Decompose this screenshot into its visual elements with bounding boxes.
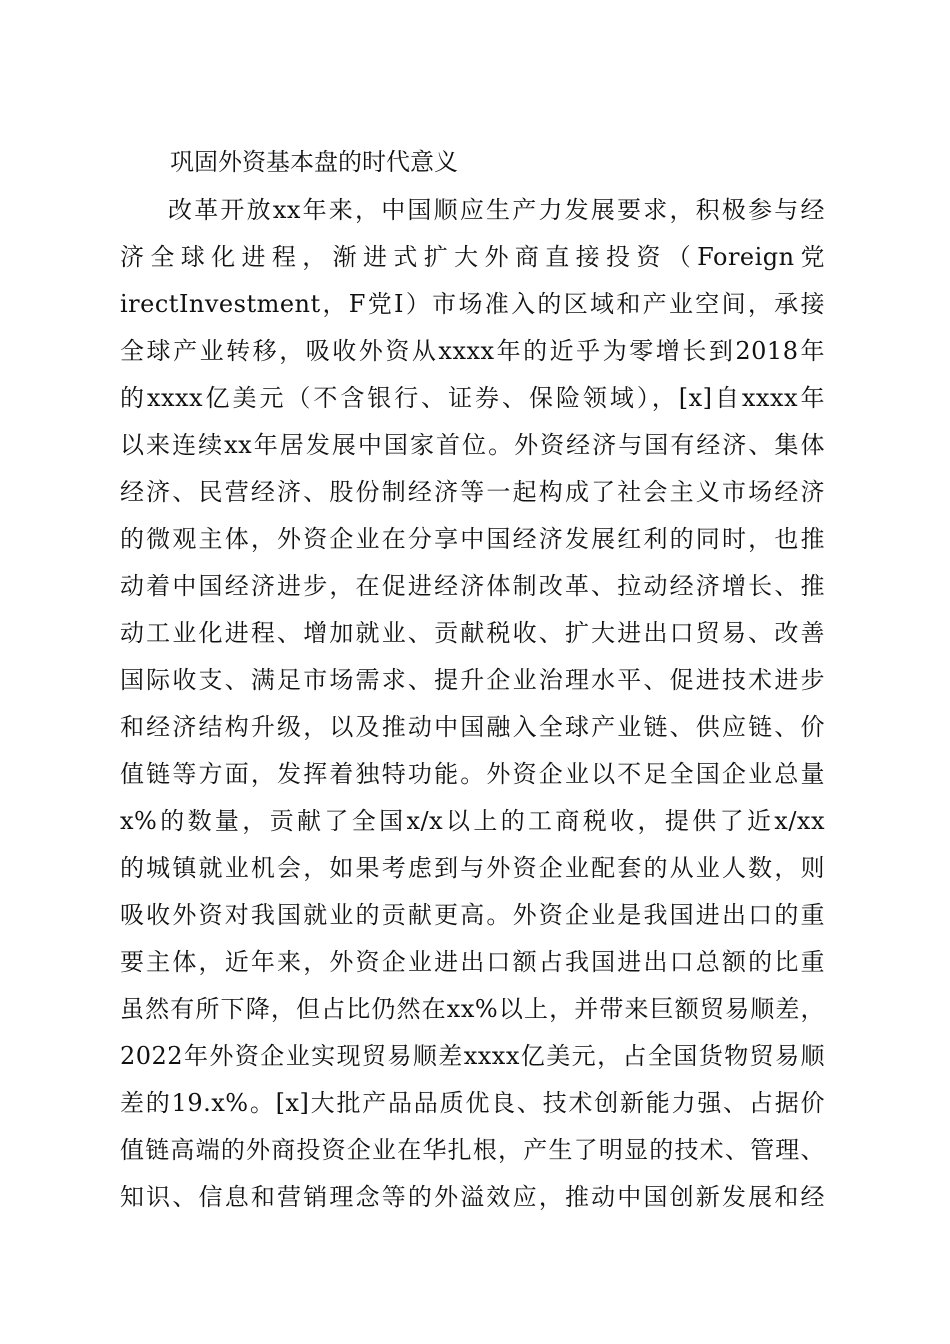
body-line: 的xxxx亿美元（不含银行、证券、保险领域），[x]自xxxx年 — [120, 384, 825, 412]
body-line: 2022年外资企业实现贸易顺差xxxx亿美元，占全国货物贸易顺 — [120, 1042, 825, 1070]
document-title: 巩固外资基本盘的时代意义 — [170, 148, 458, 176]
body-line: irectInvestment，F党I）市场准入的区域和产业空间，承接 — [120, 290, 825, 318]
body-line: 全球产业转移，吸收外资从xxxx年的近乎为零增长到2018年 — [120, 337, 825, 365]
body-line: 济全球化进程，渐进式扩大外商直接投资（Foreign党 — [120, 243, 825, 271]
body-line: 差的19.x%。[x]大批产品品质优良、技术创新能力强、占据价 — [120, 1089, 825, 1117]
body-line: 国际收支、满足市场需求、提升企业治理水平、促进技术进步 — [120, 666, 825, 694]
body-line: 值链等方面，发挥着独特功能。外资企业以不足全国企业总量 — [120, 760, 825, 788]
body-line: 动工业化进程、增加就业、贡献税收、扩大进出口贸易、改善 — [120, 619, 825, 647]
body-line: 经济、民营经济、股份制经济等一起构成了社会主义市场经济 — [120, 478, 825, 506]
body-line: 动着中国经济进步，在促进经济体制改革、拉动经济增长、推 — [120, 572, 825, 600]
body-line: 改革开放xx年来，中国顺应生产力发展要求，积极参与经 — [168, 196, 825, 224]
body-line: 以来连续xx年居发展中国家首位。外资经济与国有经济、集体 — [120, 431, 825, 459]
body-line: 的微观主体，外资企业在分享中国经济发展红利的同时，也推 — [120, 525, 825, 553]
body-line: 的城镇就业机会，如果考虑到与外资企业配套的从业人数，则 — [120, 854, 825, 882]
body-line: 值链高端的外商投资企业在华扎根，产生了明显的技术、管理、 — [120, 1136, 825, 1164]
body-line: 虽然有所下降，但占比仍然在xx%以上，并带来巨额贸易顺差， — [120, 995, 825, 1023]
body-line: 吸收外资对我国就业的贡献更高。外资企业是我国进出口的重 — [120, 901, 825, 929]
body-line: x%的数量，贡献了全国x/x以上的工商税收，提供了近x/xx — [120, 807, 825, 835]
body-line: 和经济结构升级，以及推动中国融入全球产业链、供应链、价 — [120, 713, 825, 741]
body-line: 知识、信息和营销理念等的外溢效应，推动中国创新发展和经 — [120, 1183, 825, 1211]
document-body — [120, 192, 825, 1226]
body-line: 要主体，近年来，外资企业进出口额占我国进出口总额的比重 — [120, 948, 825, 976]
